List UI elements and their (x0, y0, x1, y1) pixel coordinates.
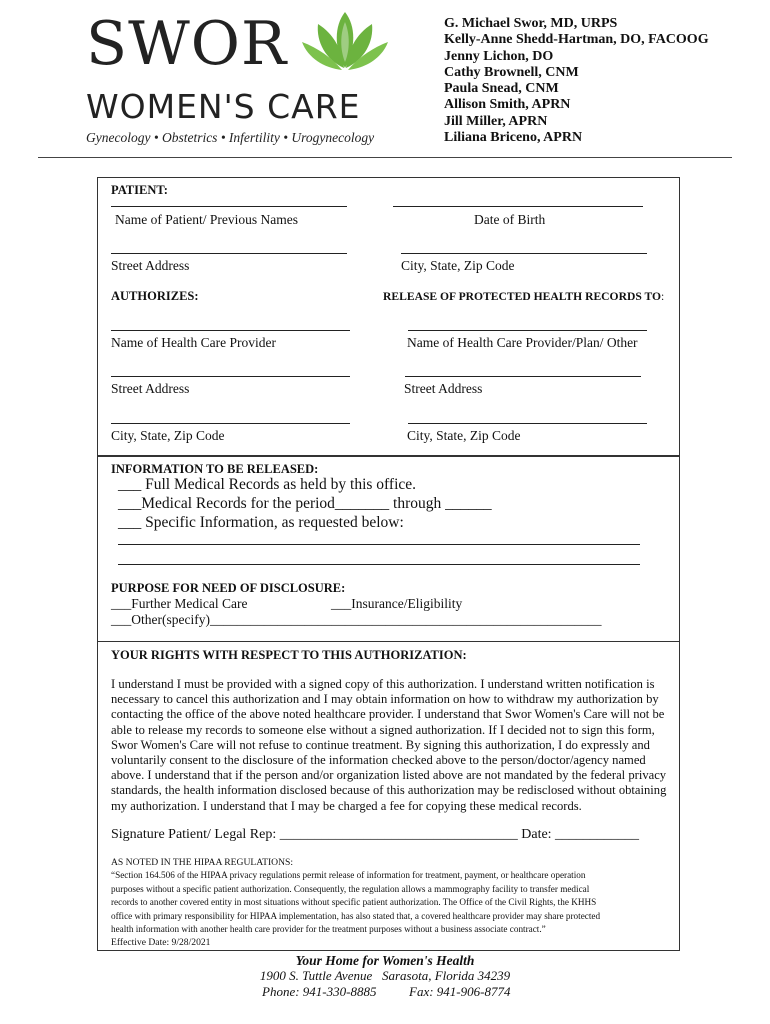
rights-line: able to release my records to someone else without a signed authorization. If I decided not to sign this form, (111, 722, 655, 737)
purpose-heading: PURPOSE FOR NEED OF DISCLOSURE: (111, 581, 346, 595)
rights-heading: YOUR RIGHTS WITH RESPECT TO THIS AUTHORIZATION: (111, 648, 467, 662)
to-city-field[interactable] (408, 423, 647, 424)
release-heading-colon: : (661, 290, 665, 303)
rights-line: I understand I must be provided with a signed copy of this authorization. I understand written notification is (111, 677, 655, 691)
from-street-label: Street Address (111, 381, 190, 396)
header-divider (38, 157, 732, 158)
footer-fax: Fax: 941-906-8774 (409, 984, 511, 999)
tagline: Gynecology • Obstetrics • Infertility • Urogynecology (86, 130, 375, 145)
lotus-logo-icon (300, 8, 390, 82)
from-city-field[interactable] (111, 423, 350, 424)
rights-paragraph (111, 677, 676, 814)
effective-date: Effective Date: 9/28/2021 (111, 937, 211, 949)
hipaa-note (111, 856, 676, 950)
from-city-label: City, State, Zip Code (111, 428, 225, 443)
staff-list (444, 16, 709, 146)
date-of-birth-label: Date of Birth (474, 212, 546, 227)
to-street-label: Street Address (404, 381, 483, 396)
further-care-option[interactable]: ___Further Medical Care (111, 596, 248, 611)
staff-name: Allison Smith, APRN (444, 97, 571, 113)
patient-heading: PATIENT: (111, 183, 168, 197)
info-heading: INFORMATION TO BE RELEASED: (111, 462, 319, 476)
staff-name: Jenny Lichon, DO (444, 48, 554, 64)
patient-city-field[interactable] (401, 253, 647, 254)
staff-name: Jill Miller, APRN (444, 113, 548, 129)
rights-line: contacting the office of the above noted healthcare provider. I understand that Swor Women's Care will not be (111, 707, 665, 722)
to-street-field[interactable] (405, 376, 641, 377)
other-specify-option[interactable]: ___Other(specify)__________________________________________________________ (111, 612, 602, 627)
to-city-label: City, State, Zip Code (407, 428, 521, 443)
hipaa-line: health information with another health care provider for the treatment purposes without a business associate contract.” (111, 924, 546, 935)
release-heading (383, 290, 664, 303)
patient-street-label: Street Address (111, 258, 190, 273)
period-records-option[interactable]: ___Medical Records for the period_______ through ______ (118, 495, 492, 512)
patient-city-label: City, State, Zip Code (401, 258, 515, 273)
footer-phone: Phone: 941-330-8885 (262, 984, 377, 999)
staff-name: Cathy Brownell, CNM (444, 64, 579, 80)
signature-line[interactable]: Signature Patient/ Legal Rep: __________________________________ Date: ____________ (111, 827, 640, 842)
staff-name: Kelly-Anne Shedd-Hartman, DO, FACOOG (444, 32, 709, 48)
logo-womens-care: WOMEN'S CARE (86, 87, 361, 126)
rights-line: standards, the health information disclosed because of this authorization may be redisclosed without obtaining (111, 783, 667, 798)
to-provider-field[interactable] (408, 330, 647, 331)
date-of-birth-field[interactable] (393, 206, 643, 207)
staff-name: Liliana Briceno, APRN (444, 130, 583, 146)
patient-street-field[interactable] (111, 253, 347, 254)
full-records-option[interactable]: ___ Full Medical Records as held by this office. (118, 476, 417, 493)
staff-name: Paula Snead, CNM (444, 81, 559, 97)
rights-line: my authorization. I understand that I may be charged a fee for copying these medical records. (111, 798, 582, 813)
rights-line: voluntarily consent to the disclosure of the information checked above to the person/doctor/agency named (111, 753, 646, 768)
authorizes-heading: AUTHORIZES: (111, 289, 199, 303)
hipaa-line: “Section 164.506 of the HIPAA privacy regulations permit release of information for treatment, payment, or healthcare operation (111, 870, 586, 881)
rights-line: necessary to cancel this authorization and I may obtain information on how to withdraw my authorization by (111, 692, 659, 707)
to-provider-label: Name of Health Care Provider/Plan/ Other (407, 335, 638, 350)
hipaa-line: records to another covered entity in most situations without specific patient authorization. The Office of the Civil Rights, the KHHS (111, 897, 597, 908)
rights-line: above. I understand that if the person and/or organization listed above are not mandated by the federal privacy (111, 768, 667, 783)
specific-info-line-1[interactable] (118, 544, 640, 545)
release-heading-text: RELEASE OF PROTECTED HEALTH RECORDS TO (383, 290, 661, 303)
patient-name-field[interactable] (111, 206, 347, 207)
rights-line: Swor Women's Care will not refuse to continue treatment. By signing this authorization, I do expressly and (111, 737, 650, 752)
specific-info-line-2[interactable] (118, 564, 640, 565)
footer-address: 1900 S. Tuttle Avenue Sarasota, Florida 34239 (259, 968, 511, 983)
hipaa-heading: AS NOTED IN THE HIPAA REGULATIONS: (111, 857, 294, 868)
specific-info-option[interactable]: ___ Specific Information, as requested below: (118, 514, 404, 531)
staff-name: G. Michael Swor, MD, URPS (444, 16, 618, 31)
from-provider-label: Name of Health Care Provider (111, 335, 276, 350)
patient-name-label: Name of Patient/ Previous Names (115, 212, 298, 227)
from-street-field[interactable] (111, 376, 350, 377)
logo-swor: SWOR (86, 9, 288, 79)
hipaa-line: office with primary responsibility for HIPAA implementation, has also stated that, a covered healthcare provider may share protected (111, 910, 601, 921)
hipaa-line: purposes without a specific patient authorization. Consequently, the regulation allows a mammography facility to transfer medical (111, 883, 590, 894)
footer-slogan: Your Home for Women's Health (295, 953, 475, 968)
from-provider-field[interactable] (111, 330, 350, 331)
insurance-option[interactable]: ___Insurance/Eligibility (331, 596, 463, 611)
